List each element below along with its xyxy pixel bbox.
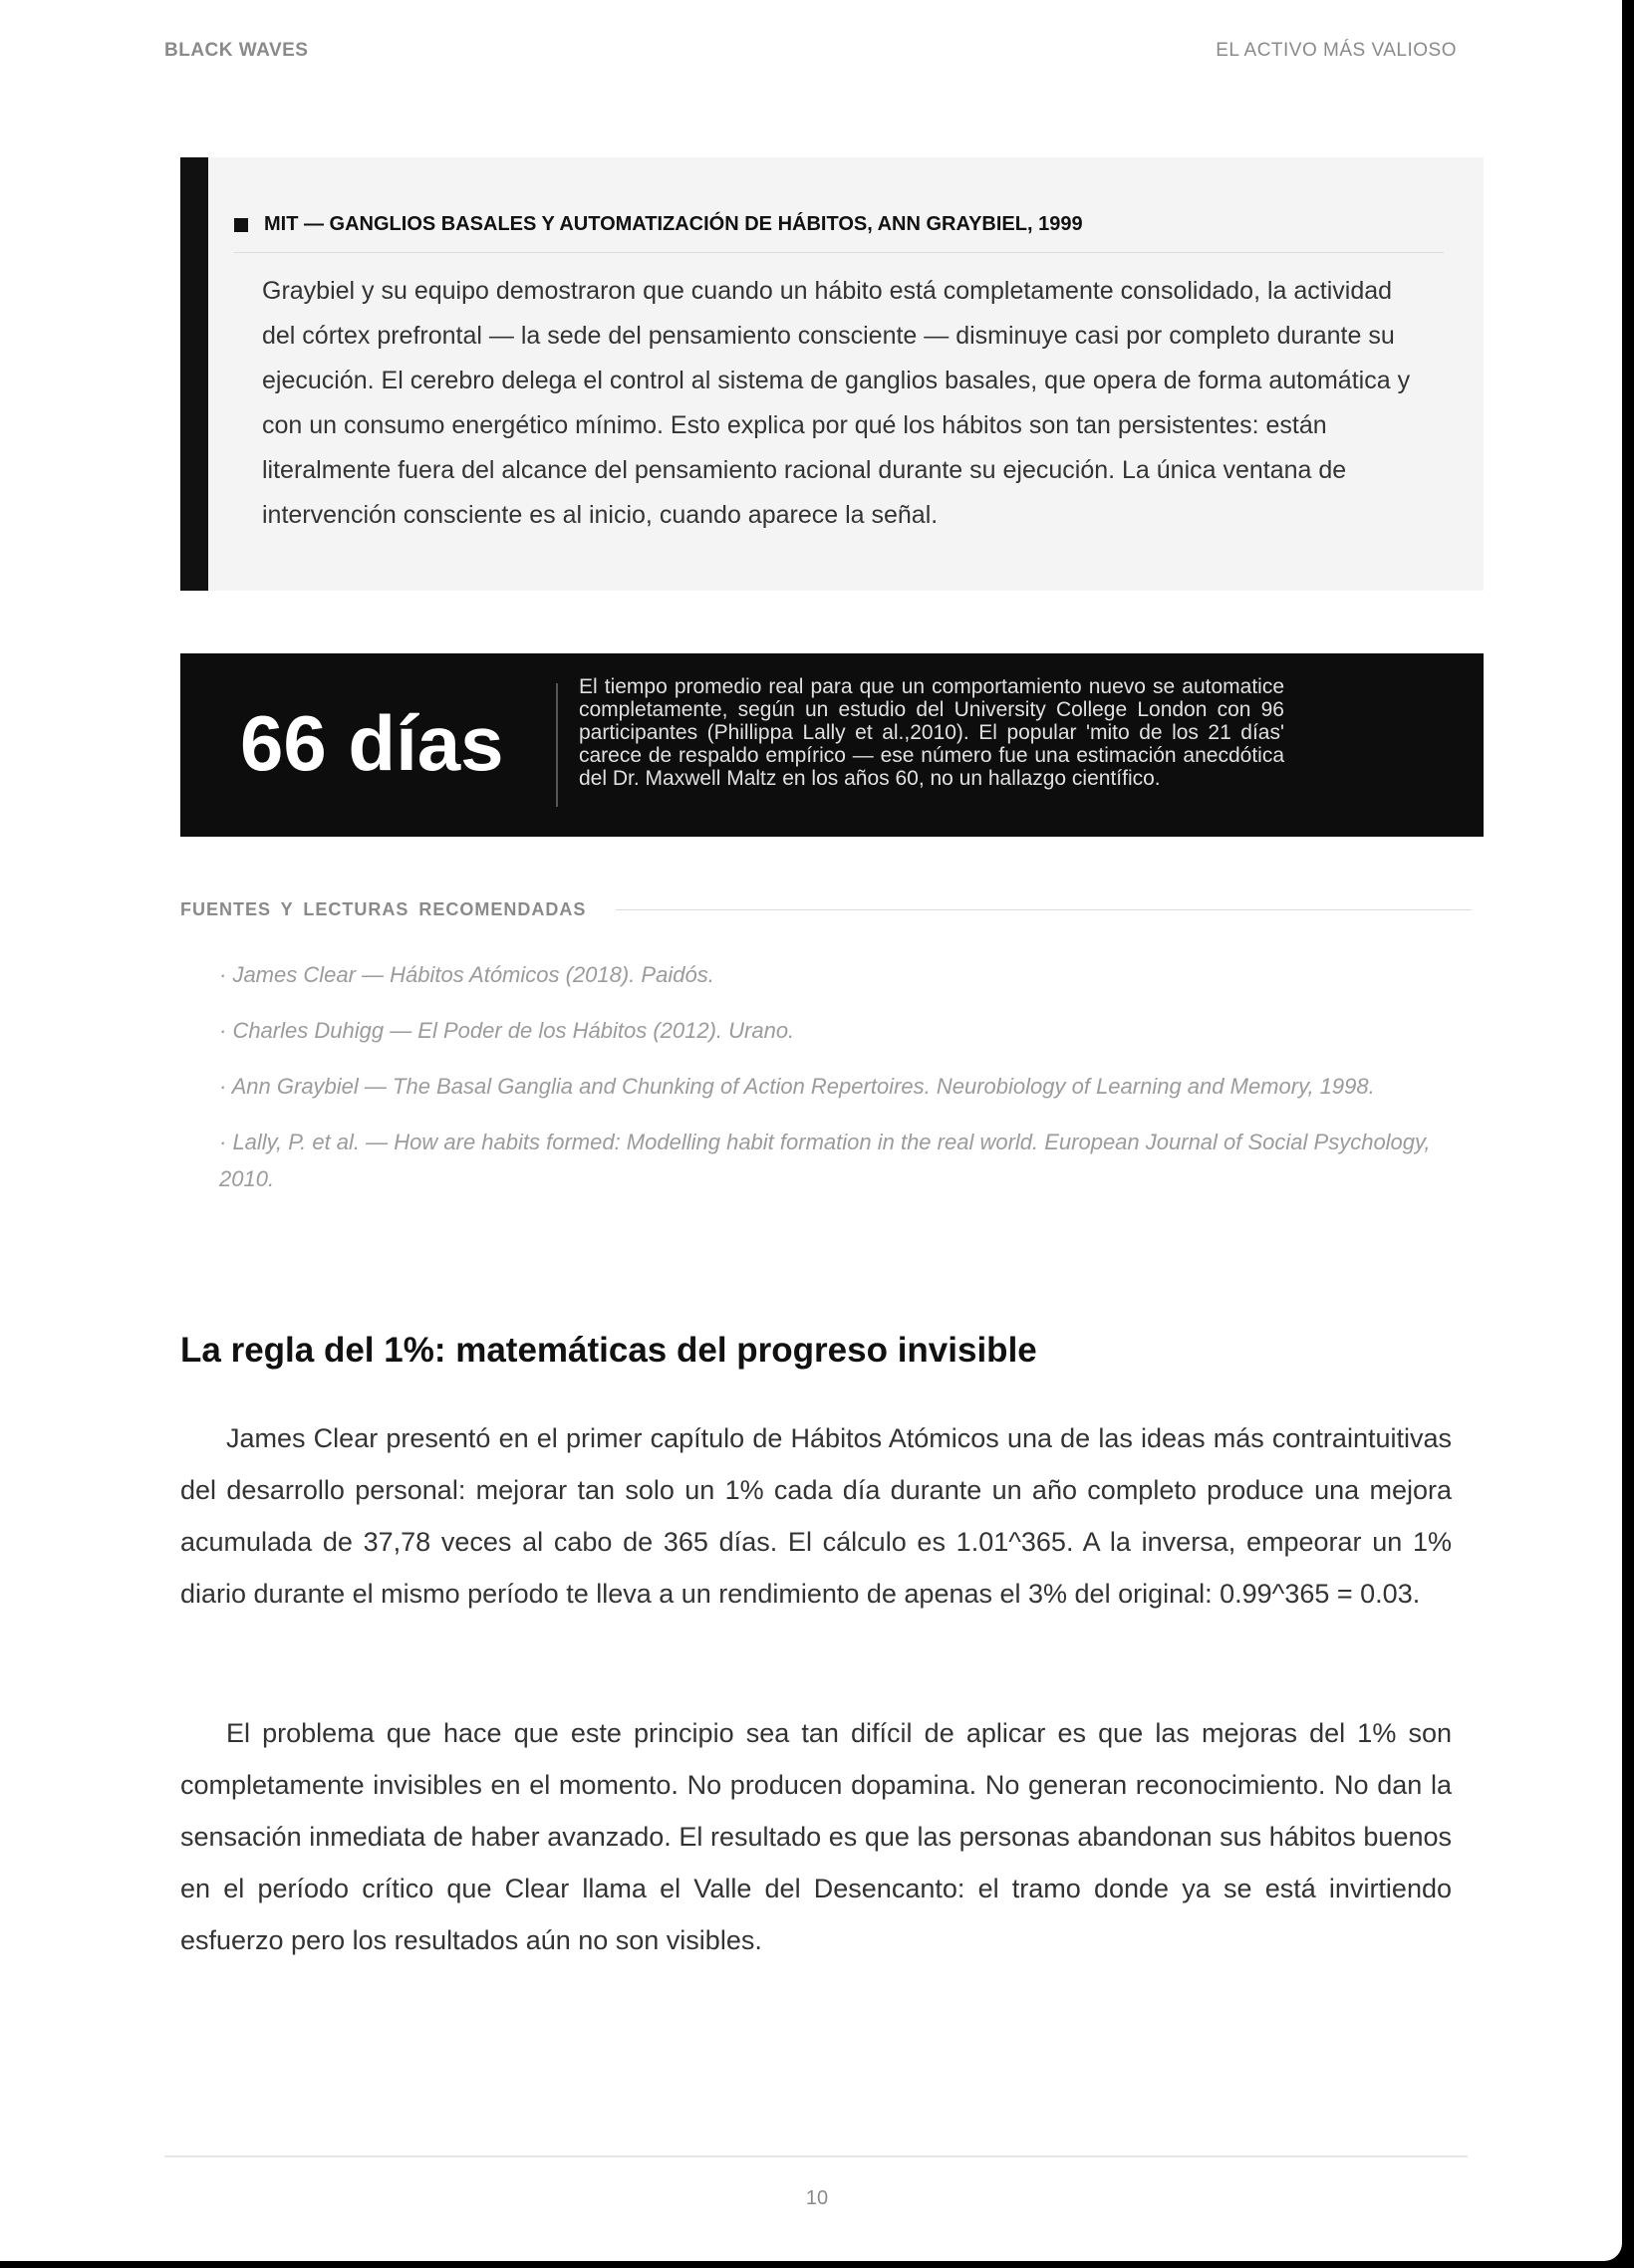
- header-right-title: EL ACTIVO MÁS VALIOSO: [1216, 40, 1457, 61]
- page-number: 10: [805, 2187, 829, 2209]
- body-paragraph: El problema que hace que este principio sea tan difícil de aplicar es que las mejoras del 1% son completamente invisibles en el momento. No producen dopamina. No generan reconocimiento. No dan la sensación inmediata de haber avanzado. El resultado es que las personas abandonan sus hábitos buenos en el período crítico que Clear llama el Valle del Desencanto: el tramo donde ya se está invirtiendo esfuerzo pero los resultados aún no son visibles.: [180, 1718, 1452, 1955]
- stat-banner: [180, 653, 1484, 837]
- research-callout: [180, 157, 1484, 591]
- sources-divider: [616, 909, 1472, 910]
- source-item: · Lally, P. et al. — How are habits formed: Modelling habit formation in the real world. European Journal of Social Psychology, 2010.: [219, 1130, 1431, 1191]
- running-header: [164, 40, 1457, 62]
- header-left-title: BLACK WAVES: [164, 40, 309, 61]
- sources-heading: [180, 899, 1472, 920]
- body-paragraph: James Clear presentó en el primer capítulo de Hábitos Atómicos una de las ideas más contraintuitivas del desarrollo personal: mejorar tan solo un 1% cada día durante un año completo produce una mejora acumulada de 37,78 veces al cabo de 365 días. El cálculo es 1.01^365. A la inversa, empeorar un 1% diario durante el mismo período te lleva a un rendimiento de apenas el 3% del original: 0.99^365 = 0.03.: [180, 1423, 1452, 1609]
- callout-heading: [234, 213, 1444, 253]
- source-item: · Charles Duhigg — El Poder de los Hábitos (2012). Urano.: [219, 1018, 795, 1043]
- source-item: · Ann Graybiel — The Basal Ganglia and Chunking of Action Repertoires. Neurobiology of Learning and Memory, 1998.: [219, 1074, 1375, 1099]
- section-title: La regla del 1%: matemáticas del progreso invisible: [180, 1331, 1037, 1370]
- sources-heading-text: FUENTES Y LECTURAS RECOMENDADAS: [180, 899, 587, 919]
- sources-list: [219, 956, 1455, 1216]
- footer-divider: [164, 2155, 1468, 2157]
- stat-description: El tiempo promedio real para que un comportamiento nuevo se automatice completamente, según un estudio del University College London con 96 participantes (Phillippa Lally et al.,2010). El popular 'mito de los 21 días' carece de respaldo empírico — ese número fue una estimación anecdótica del Dr. Maxwell Maltz en los años 60, no un hallazgo científico.: [579, 675, 1284, 790]
- stat-number: 66 días: [240, 699, 504, 787]
- square-bullet-icon: [234, 218, 248, 232]
- stat-divider: [556, 683, 558, 807]
- source-item: · James Clear — Hábitos Atómicos (2018). Paidós.: [219, 962, 714, 987]
- callout-body: Graybiel y su equipo demostraron que cuando un hábito está completamente consolidado, la actividad del córtex prefrontal — la sede del pensamiento consciente — disminuye casi por completo durante su ejecución. El cerebro delega el control al sistema de ganglios basales, que opera de forma automática y con un consumo energético mínimo. Esto explica por qué los hábitos son tan persistentes: están literalmente fuera del alcance del pensamiento racional durante su ejecución. La única ventana de intervención consciente es al inicio, cuando aparece la señal.: [262, 277, 1411, 529]
- callout-title-text: MIT — GANGLIOS BASALES Y AUTOMATIZACIÓN DE HÁBITOS, ANN GRAYBIEL, 1999: [264, 213, 1083, 235]
